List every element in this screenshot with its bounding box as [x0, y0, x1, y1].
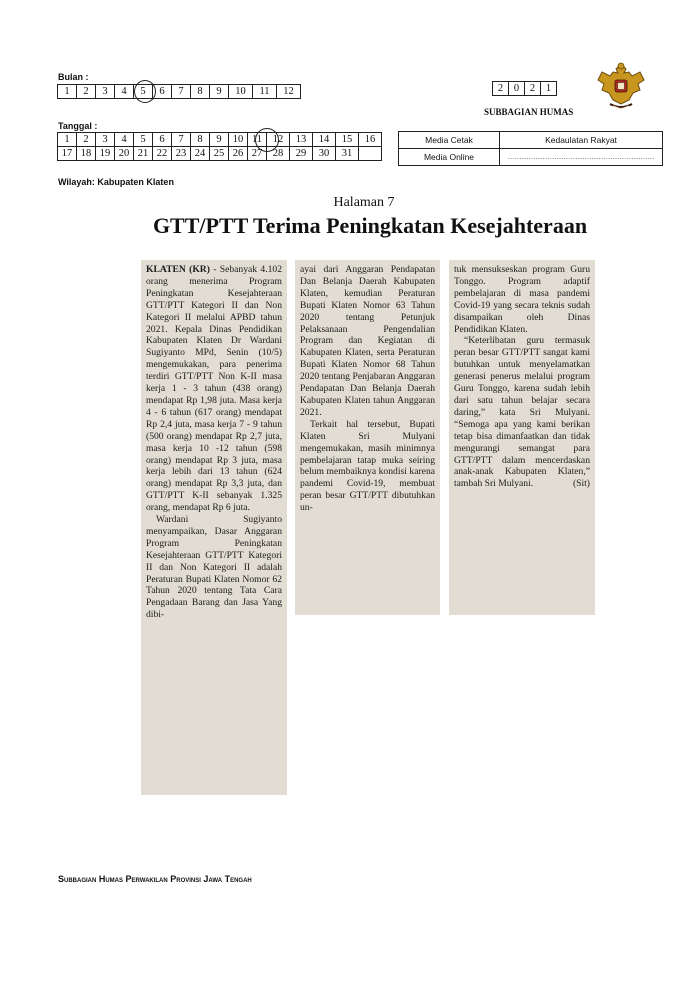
tanggal-cell: 2	[77, 133, 96, 147]
selected-date-circle	[255, 128, 279, 152]
article-title	[0, 213, 696, 239]
bulan-cell: 2	[77, 85, 96, 99]
tanggal-cell: 12	[267, 133, 290, 147]
bulan-cell: 5	[134, 85, 153, 99]
tanggal-cell: 15	[336, 133, 359, 147]
dateline: KLATEN (KR)	[146, 264, 210, 275]
paragraph	[146, 264, 282, 514]
tanggal-cell: 30	[313, 147, 336, 161]
tanggal-cell: 3	[96, 133, 115, 147]
tanggal-cell: 14	[313, 133, 336, 147]
bulan-cell: 6	[153, 85, 172, 99]
tanggal-cell: 27	[248, 147, 267, 161]
paragraph: Wardani Sugiyanto menyampaikan, Dasar Anggaran Program Peningkatan Kesejahteraan GTT/PTT Kategori II dan Non Kategori II adalah Peraturan Bupati Klaten Nomor 62 Tahun 2020 tentang Tata Cara Pengadaan Barang dan Jasa Yang dibi-	[146, 514, 282, 621]
article-column-1	[141, 260, 287, 795]
media-table	[398, 131, 663, 166]
tanggal-cell: 19	[96, 147, 115, 161]
bulan-cell: 7	[172, 85, 191, 99]
tanggal-table	[57, 132, 382, 161]
tanggal-cell	[359, 147, 382, 161]
bulan-cell: 4	[115, 85, 134, 99]
tanggal-cell: 22	[153, 147, 172, 161]
tanggal-cell: 23	[172, 147, 191, 161]
tanggal-cell: 28	[267, 147, 290, 161]
tanggal-cell: 4	[115, 133, 134, 147]
media-online-label: Media Online	[399, 149, 500, 166]
signoff: (Sit)	[572, 478, 590, 490]
selected-month-circle	[134, 80, 156, 103]
bulan-cell: 8	[191, 85, 210, 99]
media-online-value: ………………………………………………………	[500, 149, 663, 166]
year-digit: 2	[493, 82, 509, 96]
paragraph	[454, 335, 590, 490]
paragraph: tuk mensukseskan program Guru Tonggo. Program adaptif pembelajaran di masa pandemi Covid-19 yang secara teknis sudah disampaikan oleh Dinas Pendidikan Klaten.	[454, 264, 590, 335]
tanggal-cell: 11	[248, 133, 267, 147]
bulan-cell: 3	[96, 85, 115, 99]
paragraph: Terkait hal tersebut, Bupati Klaten Sri Mulyani mengemukakan, masih minimnya pembelajaran tatap muka seiring belum membaiknya kondisi karena pandemi Covid-19, membuat peran besar GTT/PTT dibutuhkan un-	[300, 418, 435, 514]
tanggal-cell: 1	[58, 133, 77, 147]
bulan-cell: 9	[210, 85, 229, 99]
tanggal-cell: 29	[290, 147, 313, 161]
article-title-text: GTT/PTT Terima Peningkatan Kesejahteraan	[152, 213, 588, 238]
bulan-cell: 1	[58, 85, 77, 99]
footer-text: Subbagian Humas Perwakilan Provinsi Jawa Tengah	[58, 874, 252, 884]
bulan-cell: 12	[277, 85, 301, 99]
tanggal-cell: 6	[153, 133, 172, 147]
tanggal-cell: 31	[336, 147, 359, 161]
article-column-3	[449, 260, 595, 615]
bulan-cell: 10	[229, 85, 253, 99]
tanggal-label: Tanggal :	[58, 121, 98, 131]
tanggal-cell: 7	[172, 133, 191, 147]
tanggal-cell: 21	[134, 147, 153, 161]
year-table	[492, 81, 557, 96]
year-digit: 1	[541, 82, 557, 96]
tanggal-cell: 8	[191, 133, 210, 147]
bulan-table	[57, 84, 301, 99]
year-digit: 0	[509, 82, 525, 96]
tanggal-cell: 16	[359, 133, 382, 147]
tanggal-cell: 9	[210, 133, 229, 147]
paragraph-text: “Keterlibatan guru termasuk peran besar GTT/PTT sangat kami butuhkan untuk menyelamatkan generasi penerus melalui program Guru Tonggo, karena sudah lebih dari satu tahun belajar secara daring,” kata Sri Mulyani. “Semoga apa yang kami berikan tetap bisa dimanfaatkan dan tidak mengurangi semangat para GTT/PTT dalam mencerdaskan anak-anak Kabupaten Klaten,” tambah Sri Mulyani.	[454, 335, 590, 490]
garuda-emblem-icon	[596, 60, 646, 112]
tanggal-cell: 26	[229, 147, 248, 161]
tanggal-cell: 25	[210, 147, 229, 161]
bulan-label: Bulan :	[58, 72, 89, 82]
tanggal-cell: 24	[191, 147, 210, 161]
paragraph-text: - Sebanyak 4.102 orang menerima Program Peningkatan Kesejahteraan GTT/PTT Kategori II dan Non Kategori II melalui APBD tahun 2021. Kepala Dinas Pendidikan Kabupaten Klaten Dr Wardani Sugiyanto MPd, Senin (10/5) mengemukakan, para penerima terdiri GTT/PTT Non K-II masa kerja 1 - 3 tahun (438 orang) mendapat Rp 1,98 juta. Masa kerja 4 - 6 tahun (617 orang) mendapat Rp 2,4 juta, masa kerja 7 - 9 tahun (500 orang) mendapat Rp 2,7 juta, masa kerja 10 -12 tahun (598 orang) mendapat Rp 3 juta, masa kerja lebih dari 13 tahun (624 orang) mendapat Rp 3,3 juta, dan GTT/PTT K-II sebanyak 1.325 orang, mendapat Rp 6 juta.	[146, 264, 282, 514]
page-number	[0, 195, 696, 211]
tanggal-cell: 20	[115, 147, 134, 161]
tanggal-cell: 13	[290, 133, 313, 147]
tanggal-cell: 5	[134, 133, 153, 147]
year-digit: 2	[525, 82, 541, 96]
tanggal-cell: 17	[58, 147, 77, 161]
paragraph: ayai dari Anggaran Pendapatan Dan Belanja Daerah Kabupaten Klaten, kemudian Peraturan Bupati Klaten Nomor 63 Tahun 2020 tentang Petunjuk Pelaksanaan Pengendalian Program dan Kegiatan di Kabupaten Klaten, serta Peraturan Bupati Klaten Nomor 68 Tahun 2020 tentang Penjabaran Anggaran Pendapatan Dan Belanja Daerah Kabupaten Klaten tahun Anggaran 2021.	[300, 264, 435, 418]
article-column-2	[295, 260, 440, 615]
tanggal-cell: 18	[77, 147, 96, 161]
media-cetak-value: Kedaulatan Rakyat	[500, 132, 663, 149]
tanggal-cell: 10	[229, 133, 248, 147]
department-label: SUBBAGIAN HUMAS	[484, 107, 574, 117]
page-number-text: Halaman 7	[333, 195, 395, 210]
media-cetak-label: Media Cetak	[399, 132, 500, 149]
wilayah-label: Wilayah: Kabupaten Klaten	[58, 177, 174, 187]
bulan-cell: 11	[253, 85, 277, 99]
